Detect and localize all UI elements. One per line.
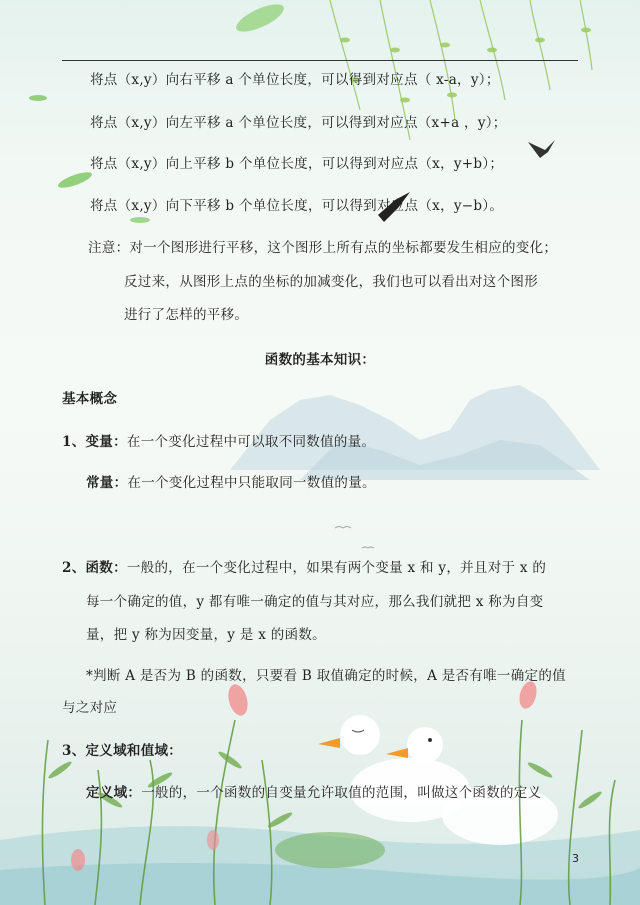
note-line-3: 进行了怎样的平移。 bbox=[124, 307, 249, 323]
translation-rule-up: 将点（x,y）向上平移 b 个单位长度，可以得到对应点（x，y+b）； bbox=[90, 156, 504, 172]
item1-variable bbox=[62, 432, 375, 452]
note-label: 注意： bbox=[88, 240, 130, 256]
translation-rule-right: 将点（x,y）向右平移 a 个单位长度，可以得到对应点（ x-a，y）； bbox=[90, 72, 500, 88]
item2-function-line1 bbox=[62, 558, 546, 578]
note-text-1: 对一个图形进行平移，这个图形上所有点的坐标都要发生相应的变化； bbox=[129, 240, 558, 256]
item3-text: 一般的，一个函数的自变量允许取值的范围，叫做这个函数的定义 bbox=[141, 785, 542, 801]
item3-term: 定义域： bbox=[86, 785, 142, 801]
translation-rule-down: 将点（x,y）向下平移 b 个单位长度，可以得到对应点（x，y−b）。 bbox=[90, 198, 504, 214]
item2-text-1: 一般的，在一个变化过程中，如果有两个变量 x 和 y，并且对于 x 的 bbox=[126, 560, 547, 576]
item1-text: 在一个变化过程中可以取不同数值的量。 bbox=[126, 434, 376, 450]
header-rule bbox=[62, 60, 578, 61]
item3-heading: 3、定义域和值域： bbox=[62, 743, 183, 759]
item1-constant bbox=[86, 473, 376, 493]
item1-const-text: 在一个变化过程中只能取同一数值的量。 bbox=[127, 475, 376, 491]
judge-line-1: *判断 A 是否为 B 的函数，只要看 B 取值确定的时候，A 是否有唯一确定的值 bbox=[86, 668, 566, 684]
item2-function-line2: 每一个确定的值，y 都有唯一确定的值与其对应，那么我们就把 x 称为自变 bbox=[86, 594, 544, 610]
item1-const-term: 常量： bbox=[86, 475, 128, 491]
section-title: 函数的基本知识： bbox=[264, 352, 376, 368]
page-number: 3 bbox=[572, 852, 579, 865]
item2-number: 2、 bbox=[62, 560, 86, 576]
note-line-2: 反过来，从图形上点的坐标的加减变化，我们也可以看出对这个图形 bbox=[124, 274, 538, 290]
item2-function-line3: 量，把 y 称为因变量，y 是 x 的函数。 bbox=[86, 627, 326, 643]
item2-term: 函数： bbox=[85, 560, 127, 576]
judge-line-2: 与之对应 bbox=[62, 700, 118, 716]
item3-domain-line bbox=[86, 783, 541, 803]
note-line-1 bbox=[88, 238, 557, 258]
basic-concepts-heading: 基本概念 bbox=[62, 391, 118, 407]
translation-rule-left: 将点（x,y）向左平移 a 个单位长度，可以得到对应点（x+a ，y）； bbox=[90, 115, 507, 131]
item1-number: 1、 bbox=[62, 434, 86, 450]
item1-term: 变量： bbox=[85, 434, 127, 450]
